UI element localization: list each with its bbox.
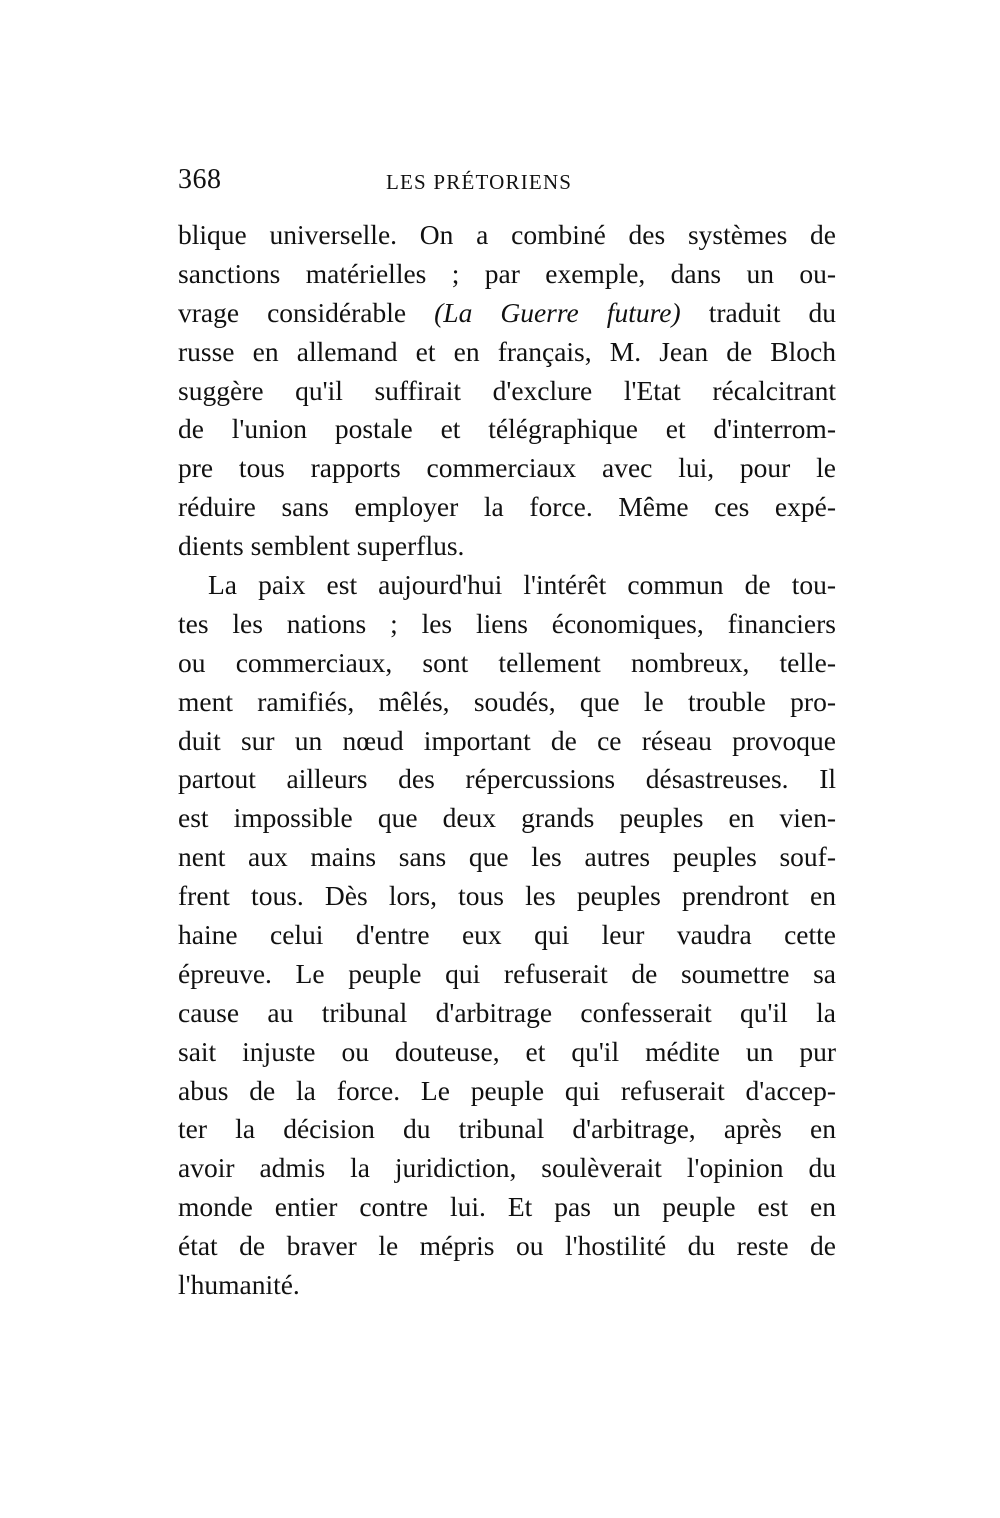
text-line: cause au tribunal d'arbitrage confesserait qu'il la (178, 996, 836, 1028)
text-line: blique universelle. On a combiné des systèmes de (178, 219, 836, 250)
page-number: 368 (178, 164, 222, 195)
body-text (178, 216, 836, 1305)
text-line: est impossible que deux grands peuples en vien- (178, 802, 836, 834)
text-line: dients semblent superflus. (178, 530, 465, 562)
text-line: russe en allemand et en français, M. Jean de Bloch (178, 335, 836, 367)
text-line: suggère qu'il suffirait d'exclure l'Etat récalcitrant (178, 374, 836, 406)
text-line: duit sur un nœud important de ce réseau provoque (178, 724, 836, 756)
text-line: La paix est aujourd'hui l'intérêt commun de tou- (208, 569, 836, 601)
text-line: sait injuste ou douteuse, et qu'il médite un pur (178, 1035, 836, 1067)
text-line: réduire sans employer la force. Même ces expé- (178, 491, 836, 523)
text-line: abus de la force. Le peuple qui refuserait d'accep- (178, 1074, 836, 1106)
text-line: frent tous. Dès lors, tous les peuples prendront en (178, 880, 836, 912)
text-line: pre tous rapports commerciaux avec lui, pour le (178, 452, 836, 484)
book-title-italic: (La Guerre future) (434, 296, 681, 328)
text-line: ter la décision du tribunal d'arbitrage, après en (178, 1113, 836, 1145)
text-line: ou commerciaux, sont tellement nombreux, telle- (178, 646, 836, 678)
text-segment: traduit du (708, 296, 837, 328)
text-line: haine celui d'entre eux qui leur vaudra cette (178, 919, 836, 951)
text-line: partout ailleurs des répercussions désastreuses. Il (178, 763, 836, 795)
text-line: épreuve. Le peuple qui refuserait de soumettre sa (178, 957, 836, 989)
text-line (178, 294, 836, 333)
text-line: tes les nations ; les liens économiques, financiers (178, 607, 836, 639)
text-line: sanctions matérielles ; par exemple, dans un ou- (178, 257, 836, 289)
text-line: l'humanité. (178, 1269, 300, 1301)
text-line: monde entier contre lui. Et pas un peuple est en (178, 1191, 836, 1223)
text-line: nent aux mains sans que les autres peuples souf- (178, 841, 836, 873)
text-line: état de braver le mépris ou l'hostilité du reste de (178, 1230, 836, 1262)
page-header (178, 160, 836, 200)
text-line: ment ramifiés, mêlés, soudés, que le trouble pro- (178, 685, 836, 717)
text-line: de l'union postale et télégraphique et d'interrom- (178, 413, 836, 445)
text-segment: vrage considérable (178, 296, 407, 328)
running-title: LES PRÉTORIENS (386, 170, 573, 194)
text-line: avoir admis la juridiction, soulèverait l'opinion du (178, 1152, 836, 1184)
